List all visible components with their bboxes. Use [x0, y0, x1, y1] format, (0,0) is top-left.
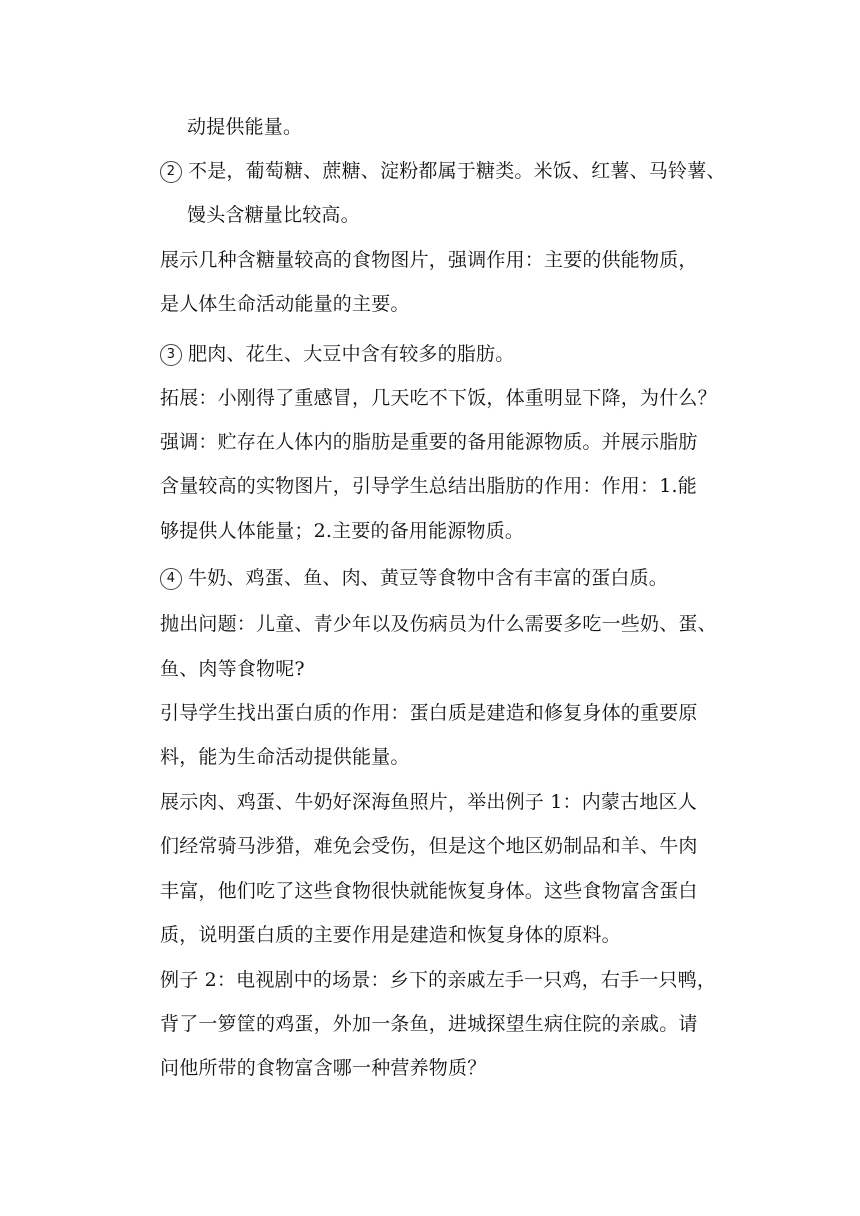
paragraph-line: 够提供人体能量；2.主要的备用能源物质。 — [160, 520, 525, 542]
paragraph-line: 馒头含糖量比较高。 — [187, 204, 360, 226]
paragraph-line: 展示几种含糖量较高的食物图片，强调作用：主要的供能物质， — [160, 249, 698, 271]
numbered-item-4 — [160, 564, 668, 592]
circled-number-4: 4 — [160, 568, 182, 590]
paragraph-line: 不是，葡萄糖、蔗糖、淀粉都属于糖类。米饭、红薯、马铃薯、 — [188, 160, 726, 182]
paragraph-line: 抛出问题：儿童、青少年以及伤病员为什么需要多吃一些奶、蛋、 — [160, 613, 717, 635]
paragraph-line: 料，能为生命活动提供能量。 — [160, 746, 410, 768]
paragraph-line: 例子 2：电视剧中的场景：乡下的亲戚左手一只鸡，右手一只鸭， — [160, 969, 717, 991]
numbered-item-2 — [160, 157, 726, 185]
paragraph-line: 质，说明蛋白质的主要作用是建造和恢复身体的原料。 — [160, 924, 621, 946]
paragraph-line: 鱼、肉等食物呢? — [160, 658, 305, 680]
paragraph-line: 展示肉、鸡蛋、牛奶好深海鱼照片，举出例子 1：内蒙古地区人 — [160, 791, 697, 813]
circled-number-3: 3 — [160, 344, 182, 366]
paragraph-line: 丰富，他们吃了这些食物很快就能恢复身体。这些食物富含蛋白 — [160, 880, 698, 902]
paragraph-line: 引导学生找出蛋白质的作用：蛋白质是建造和修复身体的重要原 — [160, 702, 698, 724]
paragraph-line: 们经常骑马涉猎，难免会受伤，但是这个地区奶制品和羊、牛肉 — [160, 835, 698, 857]
circled-number-2: 2 — [160, 161, 182, 183]
numbered-item-3 — [160, 340, 514, 368]
paragraph-line: 背了一箩筐的鸡蛋，外加一条鱼，进城探望生病住院的亲戚。请 — [160, 1013, 698, 1035]
paragraph-line: 拓展：小刚得了重感冒，几天吃不下饭，体重明显下降，为什么？ — [160, 387, 717, 409]
paragraph-line: 强调：贮存在人体内的脂肪是重要的备用能源物质。并展示脂肪 — [160, 431, 698, 453]
paragraph-line: 问他所带的食物富含哪一种营养物质？ — [160, 1057, 487, 1079]
paragraph-line: 是人体生命活动能量的主要。 — [160, 293, 410, 315]
paragraph-line: 动提供能量。 — [187, 116, 303, 138]
paragraph-line: 肥肉、花生、大豆中含有较多的脂肪。 — [188, 343, 515, 365]
paragraph-line: 牛奶、鸡蛋、鱼、肉、黄豆等食物中含有丰富的蛋白质。 — [188, 567, 669, 589]
paragraph-line: 含量较高的实物图片，引导学生总结出脂肪的作用：作用：1.能 — [160, 475, 697, 497]
